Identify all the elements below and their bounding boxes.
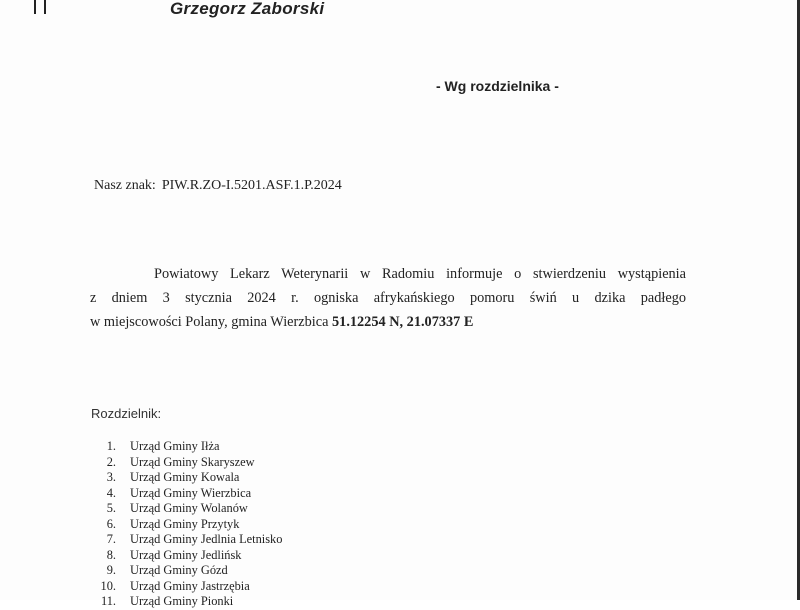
notice-line-3 xyxy=(90,310,686,334)
list-item-text: Urząd Gminy Jastrzębia xyxy=(130,578,250,593)
list-item xyxy=(96,517,282,533)
notice-coordinates: 51.12254 N, 21.07337 E xyxy=(332,314,474,330)
scan-registration-mark xyxy=(34,0,46,14)
list-item-number: 9. xyxy=(106,563,116,577)
list-item-number: 4. xyxy=(106,485,116,500)
signer-name: Grzegorz Zaborski xyxy=(170,0,325,18)
list-item-number: 8. xyxy=(106,547,116,562)
notice-line-2: z dniem 3 stycznia 2024 r. ogniska afrykańskiego pomoru świń u dzika padłego xyxy=(90,290,686,306)
list-item-text: Urząd Gminy Gózd xyxy=(130,563,228,577)
list-item-text: Urząd Gminy Jedlińsk xyxy=(130,547,242,562)
list-item-number: 6. xyxy=(106,516,116,531)
reference-value: PIW.R.ZO-I.5201.ASF.1.P.2024 xyxy=(161,178,342,193)
list-item xyxy=(96,548,282,564)
list-item xyxy=(96,594,282,610)
list-item-text: Urząd Gminy Kowala xyxy=(130,470,240,484)
list-item-number: 7. xyxy=(106,532,116,546)
list-item xyxy=(96,501,282,517)
reference-number xyxy=(94,178,342,194)
distribution-list xyxy=(96,439,282,610)
list-item-number: 5. xyxy=(106,501,116,515)
list-item-number: 2. xyxy=(106,454,116,469)
list-item-text: Urząd Gminy Wolanów xyxy=(130,501,248,515)
list-item-text: Urząd Gminy Przytyk xyxy=(130,516,240,531)
list-item xyxy=(96,439,282,455)
list-item-text: Urząd Gminy Pionki xyxy=(130,594,234,608)
list-item-number: 3. xyxy=(106,470,116,484)
notice-location: w miejscowości Polany, gmina Wierzbica xyxy=(90,314,333,330)
list-item xyxy=(96,486,282,502)
distribution-label: Rozdzielnik: xyxy=(91,406,162,421)
list-item xyxy=(96,579,282,595)
list-item-number: 10. xyxy=(100,578,116,593)
list-item-number: 1. xyxy=(106,439,116,453)
list-item xyxy=(96,470,282,486)
recipient-line: - Wg rozdzielnika - xyxy=(436,78,559,94)
notice-line-1: Powiatowy Lekarz Weterynarii w Radomiu informuje o stwierdzeniu wystąpienia xyxy=(154,266,686,282)
list-item-text: Urząd Gminy Jedlnia Letnisko xyxy=(130,532,283,546)
list-item-text: Urząd Gminy Iłża xyxy=(130,439,220,453)
list-item-text: Urząd Gminy Skaryszew xyxy=(130,454,255,469)
list-item xyxy=(96,455,282,471)
notice-paragraph xyxy=(90,262,686,334)
list-item-text: Urząd Gminy Wierzbica xyxy=(130,485,252,500)
list-item xyxy=(96,563,282,579)
list-item-number: 11. xyxy=(100,594,116,608)
reference-label: Nasz znak: xyxy=(94,178,156,193)
list-item xyxy=(96,532,282,548)
